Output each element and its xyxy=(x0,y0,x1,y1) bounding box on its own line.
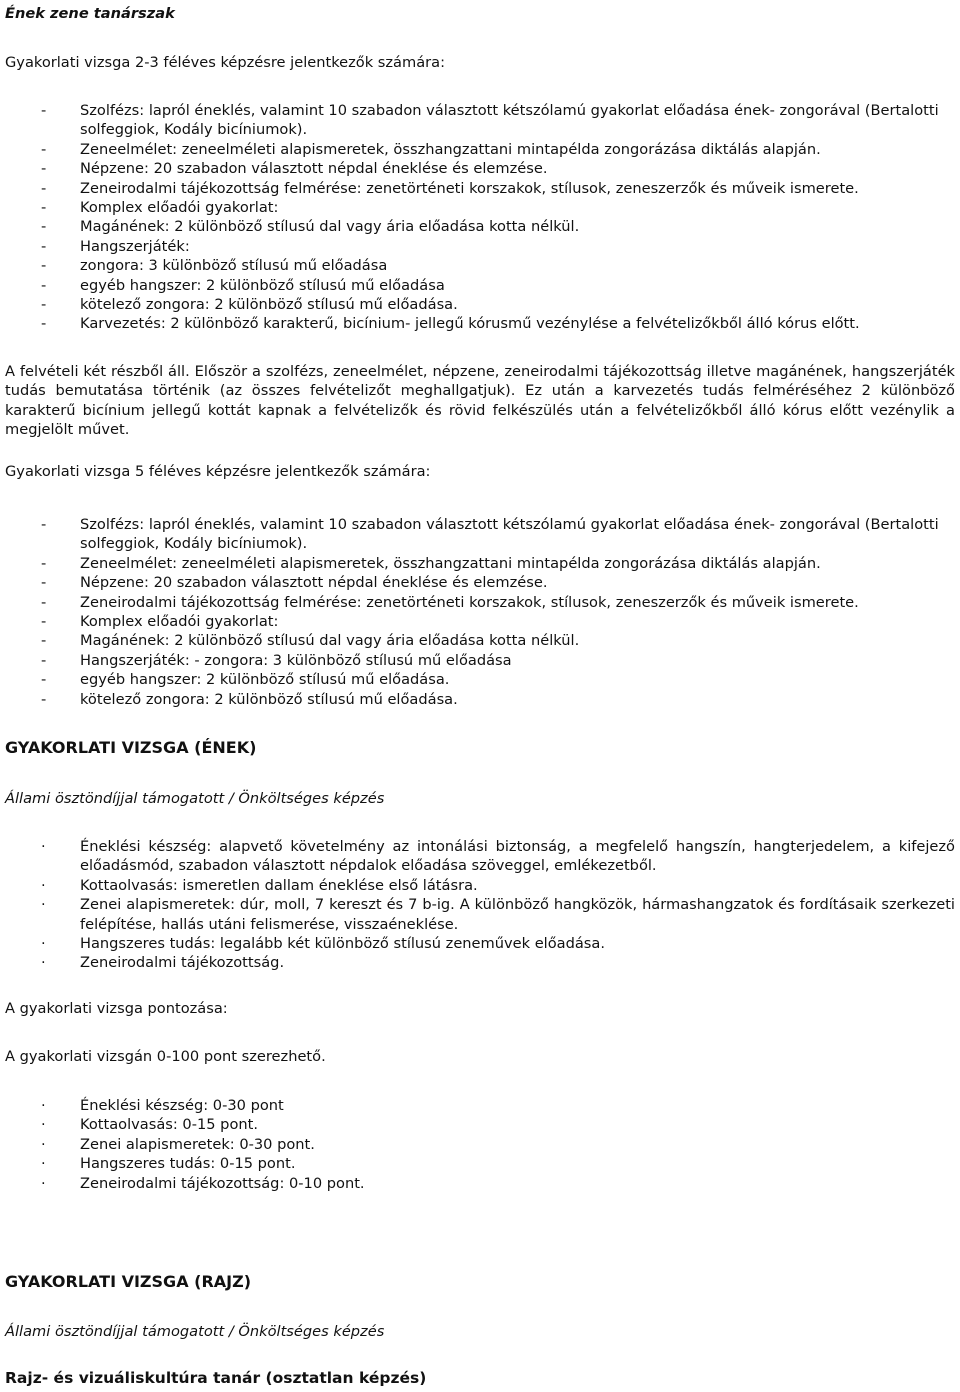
list-item: - kötelező zongora: 2 különböző stílusú mű előadása. xyxy=(41,296,458,314)
section3-list xyxy=(5,837,955,973)
section4-subheading: Állami ösztöndíjjal támogatott / Önköltséges képzés xyxy=(5,1323,385,1340)
list-item: - Zeneirodalmi tájékozottság felmérése: zenetörténeti korszakok, stílusok, zeneszerzők és műveik ismerete. xyxy=(41,593,859,611)
list-item: · Kottaolvasás: ismeretlen dallam éneklése első látásra. xyxy=(41,876,478,894)
list-item: - zongora: 3 különböző stílusú mű előadása xyxy=(41,257,388,275)
section3-heading: GYAKORLATI VIZSGA (ÉNEK) xyxy=(5,738,257,757)
list-item: · Zeneirodalmi tájékozottság. xyxy=(41,954,285,972)
list-item: - egyéb hangszer: 2 különböző stílusú mű előadása. xyxy=(41,671,450,689)
list-item: - Népzene: 20 szabadon választott népdal éneklése és elemzése. xyxy=(41,574,548,592)
list-item: - egyéb hangszer: 2 különböző stílusú mű előadása xyxy=(41,276,445,294)
list-item: - Zeneelmélet: zeneelméleti alapismeretek, összhangzattani mintapélda zongorázása diktálás alapján. xyxy=(41,554,821,572)
scores-list xyxy=(5,1096,955,1193)
list-item: - Hangszerjáték: - zongora: 3 különböző stílusú mű előadása xyxy=(41,651,512,669)
list-item: · Éneklési készség: alapvető követelmény az intonálási biztonság, a megfelelő hangszín, hangterjedelem, a kifejező előadásmód, szabadon választott népdalok előadása szöveggel, emlékezetből. xyxy=(41,838,955,875)
list-item: · Zenei alapismeretek: dúr, moll, 7 kereszt és 7 b-ig. A különböző hangközök, hármashangzatok és fordításaik szerkezeti felépítése, hallás utáni felismerése, visszaéneklése. xyxy=(41,896,955,933)
section1-heading: Gyakorlati vizsga 2-3 féléves képzésre jelentkezők számára: xyxy=(5,54,446,71)
scoring-heading: A gyakorlati vizsga pontozása: xyxy=(5,1000,228,1017)
section3-subheading: Állami ösztöndíjjal támogatott / Önköltséges képzés xyxy=(5,790,385,807)
section2-heading: Gyakorlati vizsga 5 féléves képzésre jelentkezők számára: xyxy=(5,463,431,480)
section4-program: Rajz- és vizuáliskultúra tanár (osztatlan képzés) xyxy=(5,1369,427,1387)
section4-heading: GYAKORLATI VIZSGA (RAJZ) xyxy=(5,1272,252,1291)
section2-list xyxy=(5,515,955,709)
scoring-text: A gyakorlati vizsgán 0-100 pont szerezhető. xyxy=(5,1048,326,1065)
list-item: · Éneklési készség: 0-30 pont xyxy=(41,1097,284,1114)
list-item: - Zeneelmélet: zeneelméleti alapismeretek, összhangzattani mintapélda zongorázása diktálás alapján. xyxy=(41,140,821,158)
list-item: - Komplex előadói gyakorlat: xyxy=(41,613,279,631)
list-item: - kötelező zongora: 2 különböző stílusú mű előadása. xyxy=(41,690,458,708)
document-title: Ének zene tanárszak xyxy=(5,5,175,22)
list-item: - Szolfézs: lapról éneklés, valamint 10 szabadon választott kétszólamú gyakorlat előadása ének- zongorával (Bertalotti solfeggiok, Kodály bicíniumok). xyxy=(41,516,939,553)
list-item: · Kottaolvasás: 0-15 pont. xyxy=(41,1116,258,1134)
list-item: - Magánének: 2 különböző stílusú dal vagy ária előadása kotta nélkül. xyxy=(41,218,580,236)
list-item: · Hangszeres tudás: legalább két különböző stílusú zeneművek előadása. xyxy=(41,935,605,953)
list-item: - Komplex előadói gyakorlat: xyxy=(41,199,279,217)
list-item: - Népzene: 20 szabadon választott népdal éneklése és elemzése. xyxy=(41,160,548,178)
list-item: - Szolfézs: lapról éneklés, valamint 10 szabadon választott kétszólamú gyakorlat előadása ének- zongorával (Bertalotti solfeggiok, Kodály bicíniumok). xyxy=(41,102,939,139)
list-item: · Zeneirodalmi tájékozottság: 0-10 pont. xyxy=(41,1174,365,1192)
list-item: · Hangszeres tudás: 0-15 pont. xyxy=(41,1155,296,1173)
list-item: - Magánének: 2 különböző stílusú dal vagy ária előadása kotta nélkül. xyxy=(41,632,580,650)
section1-list xyxy=(5,101,955,334)
list-item: - Zeneirodalmi tájékozottság felmérése: zenetörténeti korszakok, stílusok, zeneszerzők és műveik ismerete. xyxy=(41,179,859,197)
list-item: · Zenei alapismeretek: 0-30 pont. xyxy=(41,1135,315,1153)
admission-paragraph: A felvételi két részből áll. Először a szolfézs, zeneelmélet, népzene, zeneirodalmi tájékozottság illetve magánének, hangszerjáték tudás bemutatása történik (az összes felvételizőt meghallgatjuk). Ez után a karvezetés tudás felméréséhez 2 különböző karakterű bicínium jellegű kottát kapnak a felvételizők és rövid felkészülés után a felvételizőkből álló kórus előtt vezénylik a megjelölt művet. xyxy=(5,363,955,439)
list-item: - Karvezetés: 2 különböző karakterű, bicínium- jellegű kórusmű vezénylése a felvételizőkből álló kórus előtt. xyxy=(41,315,860,333)
list-item: - Hangszerjáték: xyxy=(41,237,190,255)
